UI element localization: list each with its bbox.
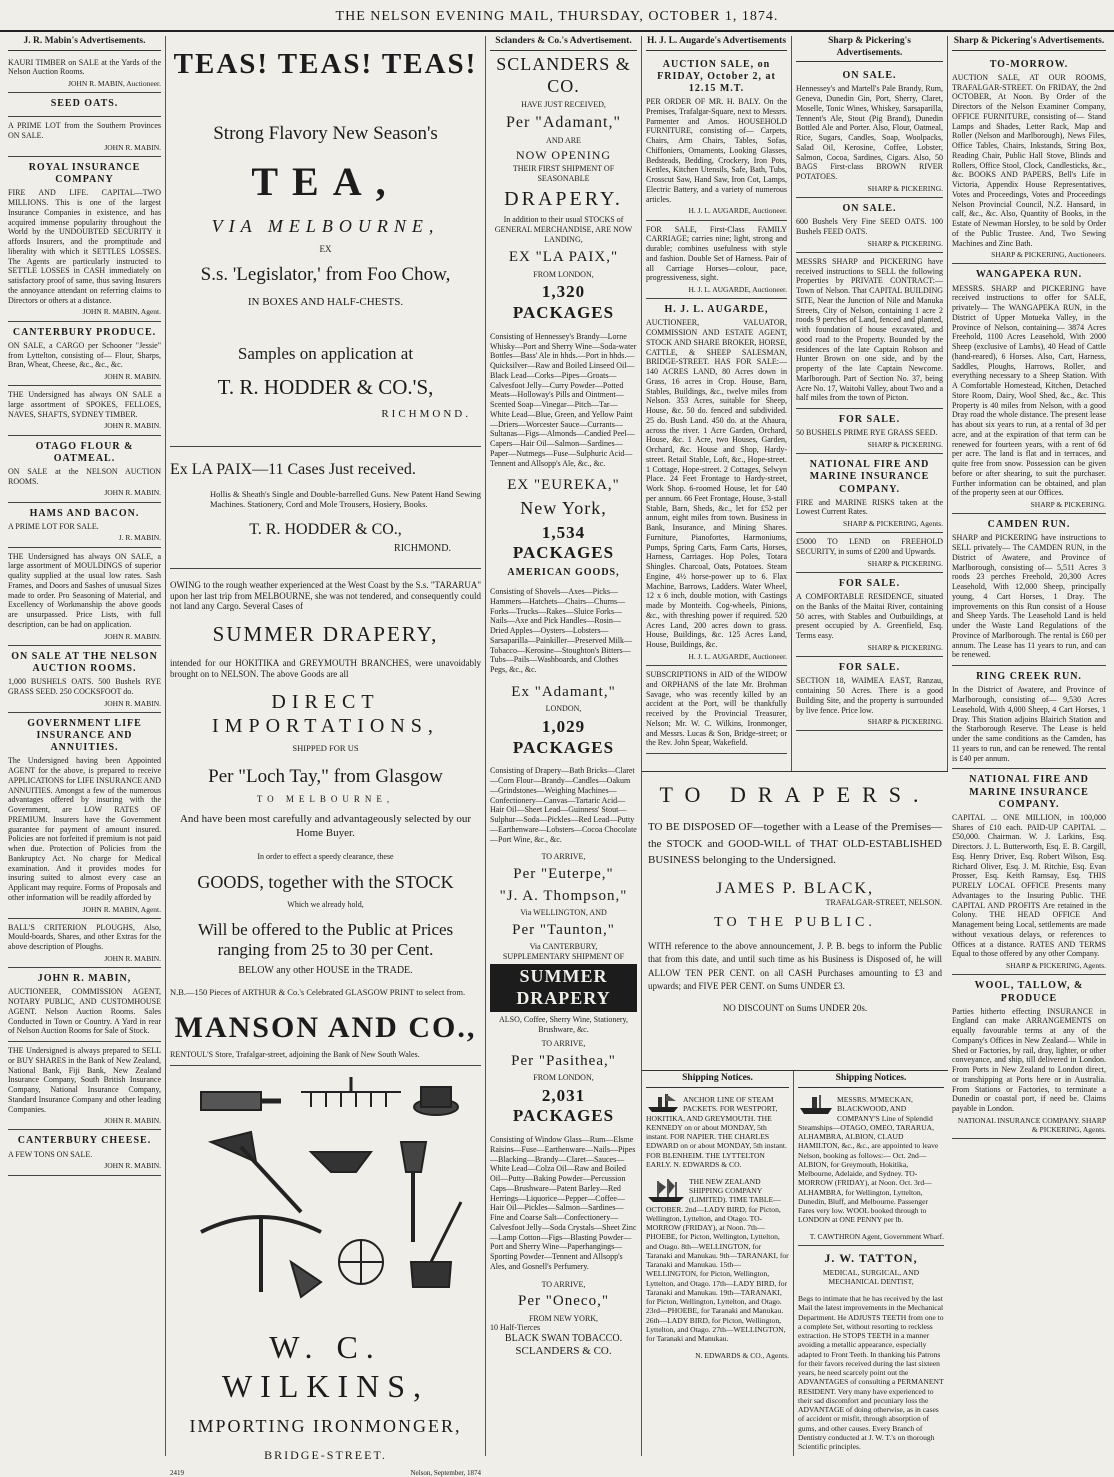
advertisement [796,454,943,533]
advertisement [952,264,1106,514]
sclanders-title: SCLANDERS & CO. [496,53,631,96]
advertisement [8,1130,161,1175]
manson-name: MANSON AND CO., [174,1010,477,1044]
advertisement [8,1042,161,1130]
ad-heading: AUCTION SALE, on FRIDAY, October 2, at 12.15 M.T. [657,58,776,94]
to-public-body: WITH reference to the above announcement, J. P. B. begs to inform the Public that from this date, and until such time as his Business is Disposed of, he will ALLOW TEN PER CENT. on all CASH Purchases amounting to £3 and upwards; and FIVE PER CENT. on Sums UNDER £3. [648,940,942,991]
lapaix-title: Ex LA PAIX—11 Cases Just received. [170,460,416,478]
ad-body: THE Undersigned is always prepared to SELL or BUY SHARES in the Bank of New Zealand, National Bank, Fiji Bank, New Zealand Insurance Company, South British Insurance Company, National Insurance Company, Standard Insurance Company and other leading Companies. [8,1046,161,1114]
ad-body: AUCTIONEER, VALUATOR, COMMISSION AND ESTATE AGENT, STOCK AND SHARE BROKER, HORSE, CATTLE, & SHEEP SALESMAN, BRIDGE-STREET. HAS FOR SALE:— 140 ACRES LAND, 80 Acres down in Grass, 16 acres in Crop. House, Barn, Stables, Buildings, &c., twelve miles from Nelson. 353 Acres, suitable for Sheep, House, &c. 50 do. fenced and subdivided. 25 do. Bush Land. 450 do. at the Ahaura, across the river. 1 Acre Garden, Orchard, House, &c. 1 Acre, two Houses, Garden, Orchard, &c. House and Shop, Hardy-street. Retail Stable, Loft, &c., Hope-street. 1 Cottage, Hope-street. 2 Cottages, Selwyn Place. 24 Feet Frontage to Hardy-street, Work Shop. 6-roomed House, let for £40 per annum. 66 Feet Frontage, House, 3-stall Stable, Barn, Sheds, &c., let for £52 per annum, eight miles from town. Business in Bank, Insurance, and Mining Shares. Furniture, Pianofortes, Harmoniums, Pumps, Spring Carts, Farm Carts, Horses, Harness, Carriages. Hop Poles, Totara Shingles. Charcoal, Oats, Potatoes. Steam Engine, 4½ horse-power up to 6. Flax Machine, Barrows, Ladders. Water Wheel, 12 x 6 inch, double motion, with Castings made by Monteith. Cog-wheels, Pinions, &c., with threshing power if required. 520 Acres Land, 200 acres down to grass. House, Buildings, &c. 125 Acres Land, House, Buildings, &c. [646,318,787,650]
ad-signature: JOHN R. MABIN. [104,953,161,963]
ad-signature: SHARP & PICKERING, Auctioneers. [991,250,1106,260]
supplementary: SUPPLEMENTARY SHIPMENT OF [502,951,625,961]
ad-signature: H. J. L. AUGARDE, Auctioneer. [688,651,787,661]
advertisement [796,198,943,253]
ad-body: BALL'S CRITERION PLOUGHS, Also, Mould-boards, Shares, and other Extras for the above description of Ploughs. [8,922,161,952]
dentist-body: Begs to intimate that he has received by the last Mail the latest improvements in the Mechanical Department. He ADJUSTS TEETH from one to a complete Set, without resorting to reckless extraction. He STOPS TEETH in a manner avoiding a metallic appearance, especially adapted to Front Teeth. In thanking his Patrons for their favors received during the last sixteen years, he need scarcely point out the ADVANTAGES of consulting a PERMANENT RESIDENT. Very many have experienced to their sad discomfort and pecuniary loss the ADVANTAGE of doing otherwise, as in cases of accident or misfit, through absorption of gums, and other causes. Every Branch of Dentistry conducted at J. W. T.'s on thorough Scientific principles. [798,1294,944,1452]
lapaix-ad [170,447,481,569]
column-sharp-2 [948,36,1110,1456]
advertisement [8,646,161,713]
steamship-icon [646,1091,680,1113]
ad-signature: NATIONAL INSURANCE COMPANY. SHARP & PICKERING, Agents. [957,1115,1106,1135]
ad-signature: JOHN R. MABIN. [104,421,161,431]
ad-heading: H. J. L. AUGARDE, [664,304,769,316]
advertisement [796,533,943,573]
ad-heading: WOOL, TALLOW, & PRODUCE [974,980,1084,1004]
packages-4: 2,031 PACKAGES [512,1085,615,1126]
ad-body: SECTION 18, WAIMEA EAST, Ranzau, containing 50 Acres. There is a good Building Site, and the property is surrounded by live fence. Price low. [796,676,943,715]
drapers-title: TO DRAPERS. [659,782,931,807]
shipping-header-2: Shipping Notices. [798,1073,944,1088]
james-black-address: TRAFALGAR-STREET, NELSON. [825,897,942,907]
advertisement [646,221,787,300]
goods-stock: GOODS, together with the STOCK [197,871,454,892]
teas-heading: TEAS! TEAS! TEAS! [173,48,478,80]
advertisement [796,253,943,409]
ad-heading: JOHN R. MABIN, [37,973,132,985]
intended-text: intended for our HOKITIKA and GREYMOUTH BRANCHES, were unavoidably brought on to NELSON. The above Goods are all [170,658,481,680]
ad-signature: SHARP & PICKERING. [867,183,943,193]
ads-list [796,65,943,731]
shipped: SHIPPED FOR US [292,742,359,753]
samples: Samples on application at [237,343,414,363]
ad-heading: FOR SALE. [838,414,901,426]
shipping-left [642,1071,794,1456]
shipping-right [794,1071,948,1456]
steamship-icon [798,1091,834,1115]
from-new-york: FROM NEW YORK, [528,1313,599,1323]
advertisement [952,54,1106,265]
ad-heading: ROYAL INSURANCE COMPANY [28,162,141,186]
nb-text: N.B.—150 Pieces of ARTHUR & Co.'s Celebrated GLASGOW PRINT to select from. [170,987,466,998]
ex-label: EX [319,244,332,255]
summer-drapery-banner: SUMMER DRAPERY [490,964,637,1012]
eureka-line: EX "EUREKA," [507,477,620,494]
wilkins-ad [170,1072,481,1477]
column-header: Sharp & Pickering's Advertisements. [796,36,943,62]
ad-signature: JOHN R. MABIN. [104,372,161,381]
column-hodder-manson [166,36,486,1477]
column-header: Sharp & Pickering's Advertisements. [952,36,1106,51]
new-york: New York, [520,497,607,518]
hodder-name: T. R. HODDER & CO.'S, [217,374,434,399]
ad-date: Nelson, September, 1874 [410,1468,481,1477]
ironmongery-illustration [181,1072,471,1312]
ship-name: S.s. 'Legislator,' from Foo Chow, [200,264,451,286]
lapaix-line: EX "LA PAIX," [508,249,619,266]
to-arrive-2: TO ARRIVE, [541,1038,586,1048]
column-header: J. R. Mabin's Advertisements. [8,36,161,51]
packages-3-body: Consisting of Drapery—Bath Bricks—Claret—Corn Flour—Brandy—Candles—Oakum—Grindstones—Weighing Machines—Confectionery—Canvas—Tartaric Acid—Hair Oil—Sheet Lead—Guinness' Stout—Sulphur—Soda—Pickles—Red Lead—Putty—Earthenware—Lobsters—Cocoa Chocolate—Port Wine, &c., &c. [490,766,637,844]
ad-body: 50 BUSHELS PRIME RYE GRASS SEED. [796,428,938,438]
hodder-name-2: T. R. HODDER & CO., [249,520,402,538]
ads-list [8,54,161,1176]
drapery-title: DRAPERY. [504,187,623,210]
via-melbourne: VIA MELBOURNE, [211,216,440,237]
ad-body: THE Undersigned has always ON SALE a large assortment of SPOKES, FELLOES, NAVES, SHAFTS, SYDNEY TIMBER. [8,390,161,419]
column-mabin [4,36,166,1456]
american-goods: AMERICAN GOODS, [507,567,620,578]
ad-heading: NATIONAL FIRE AND MARINE INSURANCE COMPANY. [969,774,1089,810]
rake-icon [301,1092,401,1107]
ad-heading: TO-MORROW. [989,58,1069,70]
column-header: Sclanders & Co.'s Advertisement. [490,36,637,51]
ad-body: SUBSCRIPTIONS in AID of the WIDOW and ORPHANS of the late Mr. Brohman Savage, who was recently killed by an accident at the Port, will be thankfully received by the Provincial Treasurer, Nelson; Mr. W. C. Wilkins, Ironmonger, and Messrs. Lucas & Son, Bridge-street; or the Rev. John Spear, Wakefield. [646,670,787,748]
importing-ironmonger: IMPORTING IRONMONGER, [189,1415,462,1436]
ad-heading: HAMS AND BACON. [29,507,140,519]
selected: And have been most carefully and advantageously selected by our Home Buyer. [179,813,472,839]
pasithea: Per "Pasithea," [511,1052,616,1069]
tea-subheading: Strong Flavory New Season's [213,123,438,145]
advertisement [952,514,1106,666]
advertisement [8,713,161,919]
ad-body: Parties hitherto effecting INSURANCE in England can make ARRANGEMENTS on equally favourable terms at any of the Company's Offices in New Zealand— While in Shed or Factories, by rail, dray, lighter, or other conveyance, and ship, till delivered in London. From Ports in New Zealand to London direct, or transhipping at Ports here or in Australia. From Stations or Factories, to terminate a Dunedin or coastal port, if need be. Claims payable in London. [952,1006,1106,1114]
ad-body: A FEW TONS ON SALE. [8,1149,93,1159]
ad-signature: JOHN R. MABIN, Agent. [82,904,161,914]
no-discount: NO DISCOUNT on Sums UNDER 20s. [722,1002,868,1013]
advertisement [8,503,161,548]
ad-body: KAURI TIMBER on SALE at the Yards of the Nelson Auction Rooms. [8,57,161,77]
ad-signature: JOHN R. MABIN. [104,698,161,708]
masthead-title: THE NELSON EVENING MAIL, THURSDAY, OCTOBER 1, 1874. [335,9,779,24]
taunton: Per "Taunton," [512,921,615,938]
ad-signature: SHARP & PICKERING. [867,238,943,248]
order-text: In order to effect a speedy clearance, these [257,852,394,862]
from-london: FROM LONDON, [533,269,594,279]
below-text: BELOW any other HOUSE in the TRADE. [238,965,413,976]
owing-text: OWING to the rough weather experienced at the West Coast by the S.s. "TARARUA" upon her last trip from MELBOURNE, she was not tendered, and consequently could not land any Cargo. Several Cases of [170,579,481,612]
ad-signature: JOHN R. MABIN, Agent. [82,307,161,317]
ad-body: In the District of Awatere, and Province of Marlborough, consisting of— 9,530 Acres Leasehold, With 4,000 Sheep, 4 Cart Horses, 1 Dray. This Station adjoins Blairich Station and the Starborough Reserve. The Lease is held under the same conditions as the Camden, has 11 years to run, and can be renewed. The rental is £40 per annum. [952,685,1106,763]
hoe-icon [411,1262,451,1287]
ad-signature: SHARP & PICKERING. [867,558,943,568]
wilkins-name: W. C. WILKINS, [221,1328,430,1404]
advertisement [646,666,787,754]
packages-4-body: Consisting of Window Glass—Rum—Elsme Raisins—Fuse—Earthenware—Nails—Pipes—Blacking—Brandy—Claret—Sauces—White Lead—Colza Oil—Raw and Boiled Oil—Putty—Baking Powder—Percussion Caps—Brushware—Patent Barley—Red Herrings—Liquorice—Pepper—Coffee—Hair Oil—Pickles—Salmon—Sardines—Fine and Coarse Salt—Confectionery—Calvesfoot Jelly—Soda Crystals—Sheet Zinc—Lamp Cotton—Figs—Blasting Powder—Port and Sherry Wine—Paperhangings—Sporting Powder—Tennent and Allsopp's Ales, and Gosnell's Perfumery. [490,1135,637,1271]
to-public-title: TO THE PUBLIC. [714,914,876,930]
anvil-icon [311,1152,371,1172]
ad-heading: FOR SALE. [838,577,901,589]
ad-signature: SHARP & PICKERING, Agents. [1006,961,1106,971]
black-swan: BLACK SWAN TOBACCO. [504,1333,623,1345]
dentist-name: J. W. TATTON, [824,1251,918,1266]
offered-text: Will be offered to the Public at Prices ranging from 25 to 30 per Cent. [197,919,454,960]
drapers-notice [642,771,948,1071]
ad-signature: JOHN R. MABIN, Auctioneer. [68,79,161,89]
lapaix-body: Hollis & Sheath's Single and Double-barrelled Guns. New Patent Hand Sewing Machines. Stationery, Cord and Mole Trousers, Hosiery, Books. [210,489,481,510]
advertisement [8,322,161,387]
ad-body: FIRE and MARINE RISKS taken at the Lowest Current Rates. [796,497,943,517]
ad-body: ON SALE, a CARGO per Schooner "Jessie" from Lyttelton, consisting of— Flour, Sharps, Bran, Wheat, Cheese, &c., &c., &c. [8,340,161,370]
ad-body: A PRIME LOT FOR SALE. [8,521,99,531]
packages-2-body: Consisting of Shovels—Axes—Picks—Hammers—Hatchets—Chairs—Churns—Forks—Trucks—Rakes—Sluice Forks—Nails—Axe and Pick Handles—Rosin—Dried Apples—Oysters—Lobsters—Sarsaparilla—Painkiller—Preserved Milk—Tobacco—Kerosine—Stoughton's Bitters—Tubs—Pails—Washboards, and Clothes Pegs, &c., &c. [490,587,632,675]
richmond: RICHMOND. [381,408,471,421]
dentist-subtitle: MEDICAL, SURGICAL, AND MECHANICAL DENTIST, [822,1268,920,1287]
column-header: H. J. L. Augarde's Advertisements [646,36,787,51]
ad-body: £5000 TO LEND on FREEHOLD SECURITY, in sums of £200 and Upwards. [796,537,943,557]
ad-signature: SHARP & PICKERING, Agents. [843,519,943,529]
ad-heading: CANTERBURY PRODUCE. [12,326,157,338]
advertisement [8,548,161,646]
advertisement [796,573,943,657]
to-arrive: TO ARRIVE, [541,852,586,862]
also-text: ALSO, Coffee, Sherry Wine, Stationery, Brushware, &c. [498,1015,629,1034]
have-received: HAVE JUST RECEIVED, [521,100,606,110]
and-are: AND ARE [546,135,581,145]
from-london-3: FROM LONDON, [533,1072,594,1082]
rentoul-text: RENTOUL'S Store, Trafalgar-street, adjoining the Bank of New South Wales. [170,1050,420,1060]
advertisement [8,919,161,968]
via-canterbury: Via CANTERBURY, [529,941,598,951]
advertisement [952,666,1106,769]
advertisement [8,386,161,435]
ad-heading: CANTERBURY CHEESE. [17,1135,152,1147]
advertisement [8,968,161,1042]
ad-signature: JOHN R. MABIN. [104,1116,161,1126]
advertisement [796,409,943,454]
ad-body: Hennessey's and Martell's Pale Brandy, Rum, Geneva, Dunedin Gin, Port, Sherry, Claret, Moselle, Tonic Wines, Whiskey, Sarsaparilla, Tennent's Ale, Stout (Pig Brand), Dunedin Bottled Ale and Porter. Also, Flour, Oatmeal, Rice, Sugars, Candles, Soap, Woolpacks, Salad Oil, Kerosine, Coffee, Lobster, Salmon, Cocoa, Sardines, Cigars. Also, 50 BAGS First-class BROWN RIVER POTATOES. [796,84,943,182]
manson-ad [170,569,481,1066]
advertisement [8,117,161,157]
ad-heading: RING CREEK RUN. [976,671,1082,683]
ad-signature: J. R. MABIN. [118,533,161,543]
advertisement [8,93,161,117]
ad-body: PER ORDER OF MR. H. BALY. On the Premises, Trafalgar-Square, next to Messrs. Parmenter and Amos. HOUSEHOLD FURNITURE, consisting of— Carpets, Chairs, Arm Chairs, Tables, Sofas, Chiffoniers, Ornaments, Looking Glasses, Bedsteads, Bedding, Crockery, Iron Pots, Kettles, Kitchen Utensils, Safe, Bath, Tubs, Crosscut Saw, Hand Saw, Iron Cot, Lamps, Electric Battery, and a variety of numerous articles. [646,97,787,204]
adamant-2: Ex "Adamant," [511,683,616,700]
ad-signature: JOHN R. MABIN. [104,142,161,152]
advertisement [952,769,1106,975]
ad-signature: H. J. L. AUGARDE, Auctioneer. [688,285,787,295]
ad-heading: NATIONAL FIRE AND MARINE INSURANCE COMPANY. [809,459,930,495]
sailing-ship-icon [646,1177,686,1203]
ad-heading: ON SALE. [842,202,897,214]
half-tierces: 10 Half-Tierces [490,1323,541,1333]
shovel-icon [401,1142,426,1172]
advertisement [952,975,1106,1139]
ad-signature: SHARP & PICKERING. [867,642,943,652]
ad-heading: GOVERNMENT LIFE INSURANCE AND ANNUITIES. [27,717,142,754]
sclanders-sign: SCLANDERS & CO. [515,1345,612,1358]
ad-body: MESSRS. SHARP and PICKERING have received instructions to offer for SALE, privately— The WANGAPEKA RUN, in the District of Upper Motueka Valley, in the Province of Nelson, containing— 3874 Acres Freehold, 1100 Acres Leasehold, With 2000 Sheep (exclusive of Lambs), 40 Head of Cattle (hand-reared), 6 Horses. Also, Cart, Harness, Saddles, Ploughs, Harrows, Roller, and everything necessary to a Sheep Station. With A Comfortable Homestead, Kitchen, Detached Store Room, Dairy, Wool Shed, &c., &c. This Property is 40 miles from Nelson, with a good Dray road the whole distance. The present lease has about six years to run, at a rental of 3d per acre, and at the expiration of that term can be renewed for fourteen years, with a rent of 6d per acre. The land is flat and in terraces, and quite free from snow. Possession can be given before or after shearing, to suit the purchaser. Further information can be obtained, and plan of the property seen at our Offices. [952,283,1106,498]
ad-body: MESSRS SHARP and PICKERING have received instructions to SELL the following Properties by PRIVATE CONTRACT:— Town of Nelson. That CAPITAL BUILDING SITE, Near the Junction of Nile and Manuka Streets, City of Nelson, containing 1 acre 2 roods 9 perches of Land, fenced and planted, with foundation of house excavated, and good road to the Property. Bounded by the residences of the late Captain Robson and Hunter Brown on one side, and by the property of the late Captain Newcome. Marlborough. Part of Section No. 37, being Acre No. 17, Waitohi Valley, about Two and a half miles from the town of Picton. [796,256,943,403]
ad-signature: JOHN R. MABIN. [104,631,161,641]
columns [4,36,1110,1477]
ad-body: FOR SALE, First-Class FAMILY CARRIAGE; carries nine; light, strong and durable; combines usefulness with style and fashion. Double Set of Harness. Pair of all Carriage Horses—colour, pace, progressiveness, sight. [646,224,787,283]
shipping-header: Shipping Notices. [646,1073,789,1088]
loch-tay: Per "Loch Tay," from Glasgow [208,766,443,788]
ads-list [646,54,787,754]
richmond-2: RICHMOND. [394,543,451,555]
ad-body: The Undersigned having been Appointed AGENT for the above, is prepared to receive APPLICATIONS for LIFE INSURANCE AND ANNUITIES. Amongst a few of the numerous advantages offered by insuring with the Government, are LOW RATES OF PREMIUM. Insurers have the Government guarantee for payment of amount insured. Policies are not forfeited if premium is not paid when due. Protection of Policies from the Bankruptcy Act. No charge for Medical examination. And it provides modes for insuring suited to almost every case an Applicant may require. Forms of Proposals and other information will be readily afforded by [8,756,161,902]
ad-body: CAPITAL ... ONE MILLION, in 100,000 Shares of £10 each. PAID-UP CAPITAL ... £50,000. Chairman. W. J. Larkins, Esq. Directors. J. L. Butterworth, Esq. E. B. Cargill, Esq. Henry Driver, Esq. Robert Wilson, Esq. Richard Oliver, Esq. J. M. Ritchie, Esq. Evan Prosser, Esq. Keith Ramsay, Esq. THIS PURELY LOCAL OFFICE Presents many Advantages to the Insuring Public. THE CAPITAL AND PROFITS Are retained in the Colony. THE HEAD OFFICE And Management being Local, settlements are made without vexatious delays, or references to Offices at a distance. RATES AND TERMS Equal to those offered by any other Company. [952,812,1106,959]
to-melbourne: TO MELBOURNE, [256,794,395,805]
ad-signature: SHARP & PICKERING. [867,717,943,727]
drapers-body: TO BE DISPOSED OF—together with a Lease of the Premises—the STOCK and GOOD-WILL of THAT OLD-ESTABLISHED BUSINESS belonging to the Undersigned. [648,821,942,866]
union-company-text: THE NEW ZEALAND SHIPPING COMPANY (LIMITED). TIME TABLE—OCTOBER. 2nd—LADY BIRD, for Picton, Wellington, Lyttelton, and Otago. TO-MORROW (FRIDAY), at Noon. 7th—PHOEBE, for Picton, Wellington, Lyttelton, and Otago. 8th—WELLINGTON, for Taranaki and Manukau. 9th—TARANAKI, for Taranaki and Manukau. 15th—WELLINGTON, for Picton, Wellington, Lyttelton, and Otago. 17th—LADY BIRD, for Taranaki and Manukau. 19th—TARANAKI, for Picton, Wellington, Lyttelton, and Otago. 23rd—PHOEBE, for Taranaki and Manukau. 26th—LADY BIRD, for Picton, Wellington, Lyttelton, and Otago. 27th—WELLINGTON, for Taranaki and Manukau. [646,1176,789,1344]
ad-body: A PRIME LOT from the Southern Provinces ON SALE. [8,121,161,141]
to-arrive-3: TO ARRIVE, [541,1279,586,1289]
ad-body: THE Undersigned has always ON SALE, a large assortment of MOULDINGS of superior quality supplied at the usual low rates. Sash Frames, and Doors and Sashes of unusual Sizes made to order. Pro Seasoning of Material, and Excellency of Workmanship the above goods are unsurpassed. Price Lists, with full description, can be had on application. [8,551,161,629]
ad-signature: JOHN R. MABIN. [104,1161,161,1171]
union-company-sign: N. EDWARDS & CO., Agents. [695,1350,789,1360]
masthead [0,6,1114,32]
packages-2: 1,534 PACKAGES [512,522,615,563]
ad-heading: ON SALE AT THE NELSON AUCTION ROOMS. [11,650,158,674]
summer-drapery: SUMMER DRAPERY, [212,622,439,647]
ad-signature: H. J. L. AUGARDE, Auctioneer. [688,206,787,216]
ad-signature: SHARP & PICKERING. [1030,500,1106,510]
direct-importations: DIRECT IMPORTATIONS, [212,690,439,738]
ad-body: ON SALE at the NELSON AUCTION ROOMS. [8,466,161,486]
packages-3: 1,029 PACKAGES [512,716,615,757]
thompson: "J. A. Thompson," [499,887,628,904]
advertisement [8,54,161,94]
mmeckan-text: MESSRS. M'MECKAN, BLACKWOOD, AND COMPANY'S Line of Splendid Steamships—OTAGO, OMEO, TARARUA, ALHAMBRA, ALBION, CLAUD HAMILTON, &c., &c., are appointed to leave Nelson, booking as follows:— Oct. 2nd—ALBION, for Greymouth, Hokitika, Melbourne, Adelaide, and Sydney. TO-MORROW (FRIDAY), at Noon. Oct. 3rd—ALHAMBRA, for Wellington, Lyttelton, Dunedin, Bluff, and Melbourne. Passenger Fares very low. WOOL booked through to LONDON at ONE PENNY per lb. [798,1095,939,1225]
advertisement [796,657,943,731]
now-opening: NOW OPENING [515,147,612,162]
ad-signature: SHARP & PICKERING. [867,440,943,449]
adamant-1: Per "Adamant," [505,114,622,132]
advertisement [8,436,161,503]
james-black: JAMES P. BLACK, [715,879,875,897]
which-text: Which we already hold, [287,899,364,909]
trowel-icon [291,1262,321,1297]
ad-body: 600 Bushels Very Fine SEED OATS. 100 Bushels FEED OATS. [796,217,943,236]
boxes: IN BOXES AND HALF-CHESTS. [247,296,404,309]
ad-heading: ON SALE. [842,70,897,82]
ad-signature: JOHN R. MABIN. [104,488,161,498]
via-wellington: Via WELLINGTON, AND [520,907,607,917]
ad-heading: FOR SALE. [838,662,901,674]
dentist-ad [798,1245,944,1451]
packages-1-body: Consisting of Hennessey's Brandy—Lorne Whisky—Port and Sherry Wine—Soda-water Bottles—Bass' Ale in hhds.—Port in hhds.—Quicksilver—Raw and Boiled Linseed Oil—Black Lead—Corks—Pipes—Groats—Calvesfoot Jelly—Curry Powder—Potted Meats—Holloway's Pills and Ointment—Scented Soap—Vinegar—Pitch—Tar—White Lead—Blue, Green, and Yellow Paint—Driers—Worcester Sauce—Currants—Sultanas—Figs—Almonds—Candied Peel—Capers—Hair Oil—Salmon—Sardines—Paper—Nutmegs—Fuse—Sulphuric Acid—Tennent and Allsopp's Ale, &c., &c. [490,331,637,468]
column-sclanders [486,36,642,1456]
ad-body: AUCTIONEER, COMMISSION AGENT, NOTARY PUBLIC, AND CUSTOMHOUSE AGENT. Nelson Auction Rooms. Sales Conducted in Town or Country. A Yard in rear of Nelson Auction Rooms for Sale of Stock. [8,987,161,1036]
ad-heading: WANGAPEKA RUN. [975,269,1083,281]
ad-body: A COMFORTABLE RESIDENCE, situated on the Banks of the Maitai River, containing 50 acres, with Stables and Outbuildings, at present occupied by A. Greenfield, Esq. Terms easy. [796,592,943,641]
shipping-notices [642,1071,948,1456]
advertisement [646,54,787,221]
ad-heading: CAMDEN RUN. [987,519,1071,531]
addition-text: In addition to their usual STOCKS of GENERAL MERCHANDISE, ARE NOW LANDING, [494,215,633,244]
ad-body: 1,000 BUSHELS OATS. 500 Bushels RYE GRASS SEED. 250 COCKSFOOT do. [8,677,161,696]
ad-number: 2419 [170,1468,184,1477]
oneco: Per "Oneco," [518,1293,609,1310]
tea-title: TEA, [251,158,400,204]
ad-body: SHARP and PICKERING have instructions to SELL privately— The CAMDEN RUN, in the District of Awatere, and Province of Marlborough, consisting of— 5,511 Acres 3 roods 23 perches Freehold, 20,300 Acres Leasehold, With 12,000 Sheep, principally young, 4 Cart Horses, 1 Dray. The improvements on this Run consist of a House and Sheep Yards. The Leasehold Land is held under the Waste Land Regulations of the Province of Marlborough. The rental is £60 per annum. The Lease has 11 years to run, and can be renewed. [952,533,1106,660]
advertisement [796,65,943,198]
advertisement [8,157,161,322]
ad-body: FIRE AND LIFE. CAPITAL—TWO MILLIONS. This is one of the largest Insurance Companies in existence, and has acquired immense popularity throughout the World by the UNDOUBTED SECURITY it affords Insurers, and the promptitude and liberality with which it SETTLES LOSSES. The Agents are particularly instructed to SETTLE LOSSES in CASH immediately on satisfactory proof of same, thus saving Insurers the annoyance attendant on referring claims to Directors or others at a distance. [8,188,161,305]
saw-icon [201,1092,261,1110]
bridge-street: BRIDGE-STREET. [264,1447,387,1462]
anchor-line-text: ANCHOR LINE OF STEAM PACKETS. FOR WESTPORT, HOKITIKA, AND GREYMOUTH. THE KENNEDY on or about MONDAY, 5th instant. FOR NAPIER. THE CHARLES EDWARD on or about MONDAY, 5th instant. FOR BLENHEIM. THE LYTTELTON EARLY. N. EDWARDS & CO. [646,1095,787,1169]
ad-heading: OTAGO FLOUR & OATMEAL. [35,440,134,464]
cawthron-sign: T. CAWTHRON Agent, Government Wharf. [809,1232,944,1242]
packages-1: 1,320 PACKAGES [512,282,615,323]
ads-list [952,54,1106,1140]
footer-line [170,1469,481,1477]
ad-body: AUCTION SALE, AT OUR ROOMS, TRAFALGAR-STREET. On FRIDAY, the 2nd OCTOBER, At Noon. By Order of the Directors of the Nelson Examiner Company, OFFICE FURNITURE, consisting of— Stand Lamps and Shades, Letter Rack, Map and Roller (Nelson and Marlborough), News Files, Office Tables, Chairs, Inkstands, String Box, Reading Chair, Public Hall Stove, Blinds and Rollers, Office Stool, Clock, Candlesticks, &c., &c. BOOKS AND PAPERS, Bell's Life in Victoria, Appendix House Representatives, Votes and Proceedings, Votes and Proceedings Nelson Provincial Council, N.Z. Hansard, in calf, &c., &c. Also, Quantity of Books, in the Estate of Newman Horsley, to be sold by Order of the Public Trustee. And, Two Sewing Machines and Zinc Bath. [952,72,1106,248]
tea-ad [170,36,481,447]
ad-heading: SEED OATS. [50,98,119,110]
advertisement [646,299,787,666]
first-shipment: THEIR FIRST SHIPMENT OF SEASONABLE [512,164,615,183]
from-london-2: LONDON, [545,704,582,714]
euterpe: Per "Euterpe," [513,866,614,883]
